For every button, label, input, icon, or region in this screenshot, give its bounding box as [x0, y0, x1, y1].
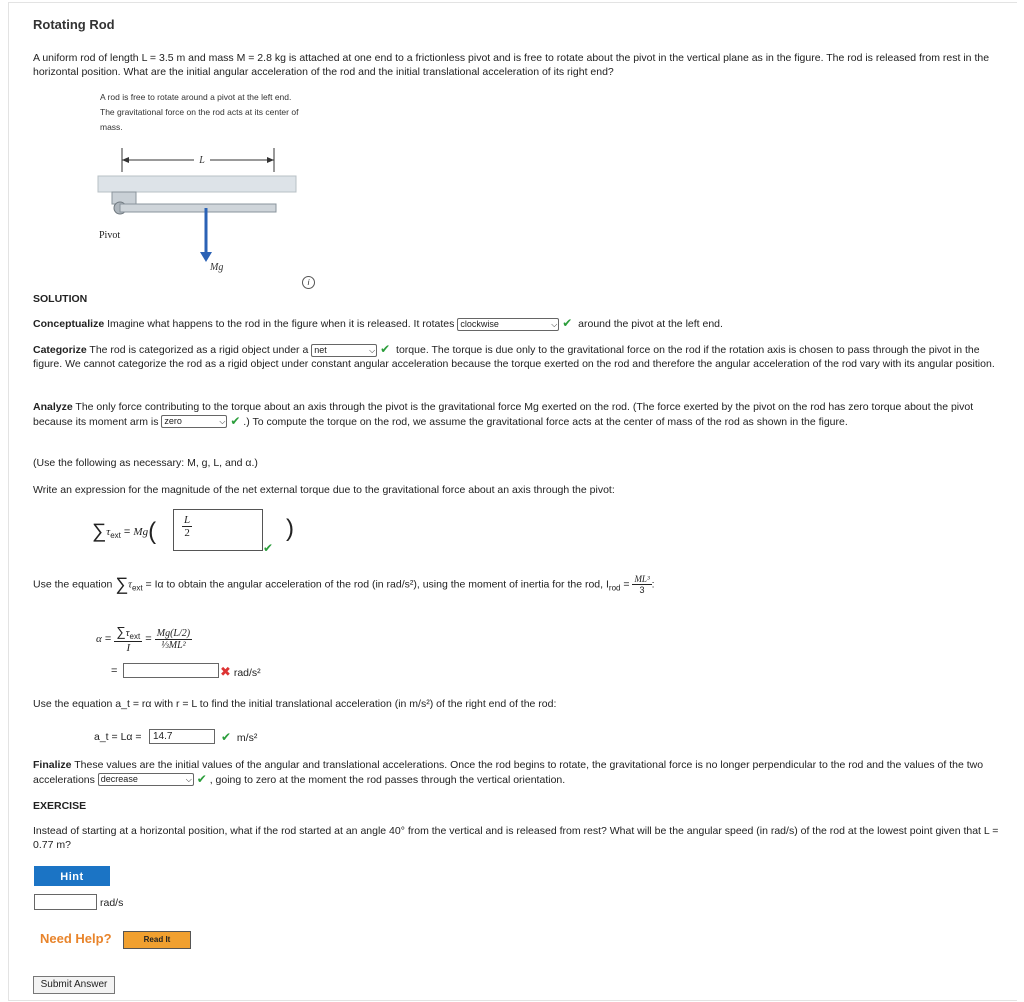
check-icon: ✔: [221, 730, 232, 744]
rod-figure: [96, 140, 306, 280]
use-following-note: (Use the following as necessary: M, g, L, and α.): [33, 457, 258, 469]
problem-text: A uniform rod of length L = 3.5 m and mass M = 2.8 kg is attached at one end to a frictionless pivot and is free to rotate about the pivot in the vertical plane as in the figure. The rod is released from rest in the horizontal position. What are the initial angular acceleration of the rod and the initial translational acceleration of its right end?: [33, 52, 990, 78]
solution-heading: SOLUTION: [33, 293, 88, 305]
alpha-equation: α = $\frac{\sum\tau_{ext}}{I}$ = $\frac{Mg(L/2)}{\text{⅓ML²}}$: [96, 624, 191, 655]
force-label: Mg⃗: [210, 262, 232, 273]
torque-equation: $\sum\tau_{ext} = Mg$(: [92, 518, 157, 545]
write-expression-prompt: Write an expression for the magnitude of the net external torque due to the gravitational force about an axis through the pivot:: [33, 484, 615, 496]
accelerations-trend-select[interactable]: decrease ⌵: [98, 773, 194, 786]
support-beam: [98, 176, 296, 192]
check-icon: ✔: [196, 771, 207, 786]
check-icon: ✔: [230, 413, 241, 428]
x-icon: ✖: [220, 664, 231, 679]
hint-button[interactable]: Hint: [34, 866, 110, 886]
analyze-paragraph: Analyze The only force contributing to the torque about an axis through the pivot is the gravitational force Mg exerted on the rod. (The force exerted by the pivot on the rod has zero torque about the pivot because its moment arm is zero ⌵ ✔ .) To compute the torque on the rod, we assume the gravitational force acts at the center of mass of the rod as shown in the figure.: [33, 401, 974, 428]
finalize-paragraph: Finalize These values are the initial values of the angular and translational accelerations. Once the rod begins to rotate, the gravitational force is no longer perpendicular to the rod and the values of the two accelerations decrease ⌵ ✔ , going to zero at the moment the rod passes through the vertical orientation.: [33, 759, 984, 786]
figure-caption: A rod is free to rotate around a pivot at the left end. The gravitational force on the rod acts at its center of mass.: [100, 92, 299, 132]
check-icon: ✔: [562, 316, 573, 330]
info-icon[interactable]: i: [302, 276, 315, 289]
exercise-answer-input[interactable]: [34, 894, 97, 910]
length-label: L: [199, 155, 205, 166]
dimension-arrow-left: [122, 157, 129, 163]
need-help-label: Need Help?: [40, 931, 112, 946]
translational-result: ✔ m/s²: [221, 730, 258, 744]
exercise-units: rad/s: [100, 897, 124, 909]
translational-lhs: a_t = Lα =: [94, 731, 142, 743]
gravity-force-arrowhead: [200, 252, 212, 262]
torque-type-select[interactable]: net ⌵: [311, 344, 377, 357]
moment-arm-select[interactable]: zero ⌵: [161, 415, 227, 428]
alpha-result: ✖ rad/s²: [220, 664, 261, 679]
torque-answer-field[interactable]: $\frac{L}{2}$: [173, 509, 263, 551]
rotation-direction-select[interactable]: clockwise ⌵: [457, 318, 559, 331]
use-equation-text: Use the equation $\sum\tau_{ext} = I\alpha$ to obtain the angular acceleration of the rod (in rad/s²), using the moment of inertia for the rod, $I_{rod}$ = $\frac{\text{ML³}}{3}$ :: [33, 574, 655, 595]
translational-answer-input[interactable]: 14.7: [149, 729, 215, 744]
translational-prompt: Use the equation a_t = rα with r = L to find the initial translational acceleration (in m/s²) of the right end of the rod:: [33, 698, 557, 710]
categorize-paragraph: Categorize The rod is categorized as a rigid object under a net ⌵ ✔ torque. The torque is due only to the gravitational force on the rod if the rotation axis is chosen to pass through the pivot in the figure. We cannot categorize the rod as a rigid object under constant angular acceleration because the torque exerted on the rod and therefore the angular acceleration of the rod vary with its angular position.: [33, 342, 995, 370]
alpha-answer-input[interactable]: [123, 663, 219, 678]
close-paren: ): [286, 515, 294, 542]
equals-sign: =: [111, 665, 118, 677]
read-it-button[interactable]: Read It: [123, 931, 191, 949]
pivot-label: Pivot: [99, 230, 121, 241]
page-title: Rotating Rod: [33, 17, 115, 32]
submit-answer-button[interactable]: Submit Answer: [33, 976, 115, 994]
conceptualize-paragraph: Conceptualize Imagine what happens to the rod in the figure when it is released. It rotates clockwise ⌵ ✔ around the pivot at the left end.: [33, 316, 723, 330]
exercise-text: Instead of starting at a horizontal position, what if the rod started at an angle 40° from the vertical and is released from rest? What will be the angular speed (in rad/s) of the rod at the lowest point given that L = 0.77 m?: [33, 825, 999, 851]
check-icon: ✔: [263, 541, 274, 555]
pivot-bracket: [112, 192, 136, 204]
dimension-arrow-right: [267, 157, 274, 163]
rod: [120, 204, 276, 212]
check-icon: ✔: [380, 342, 391, 356]
exercise-heading: EXERCISE: [33, 800, 87, 812]
